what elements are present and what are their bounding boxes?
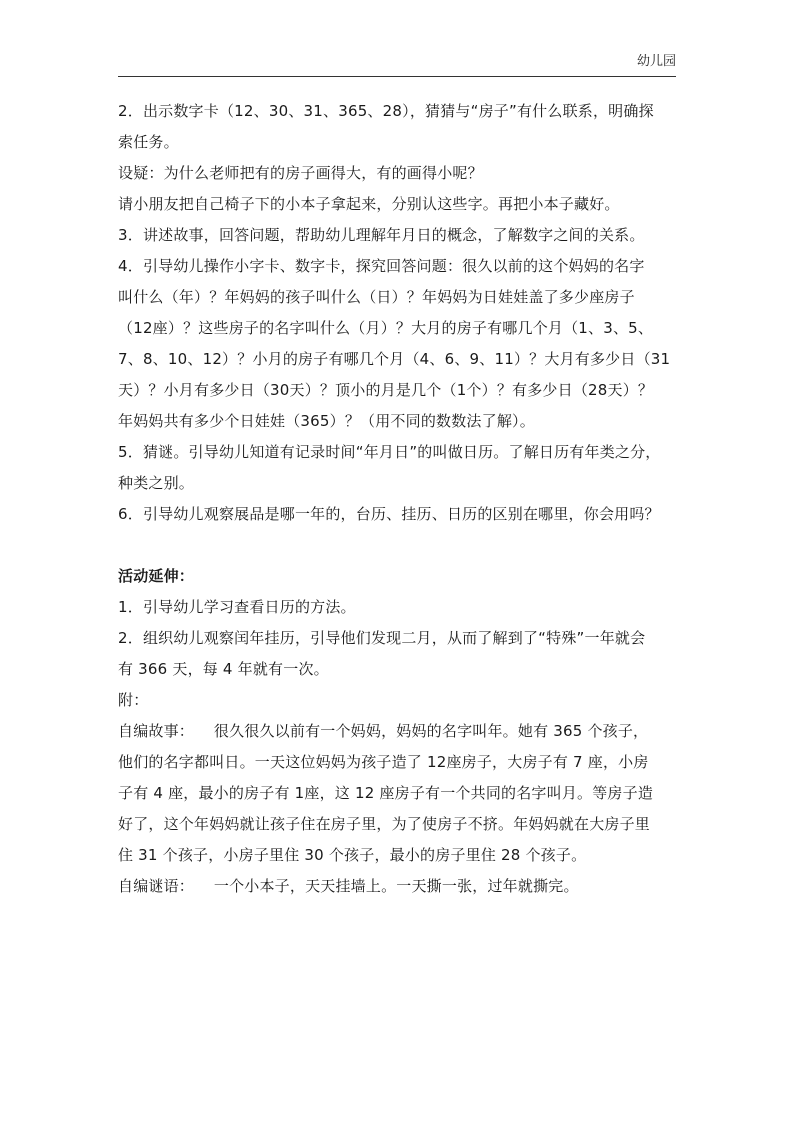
paragraph-line: 设疑：为什么老师把有的房子画得大，有的画得小呢？: [118, 164, 483, 182]
paragraph-line: 5．猜谜。引导幼儿知道有记录时间“年月日”的叫做日历。了解日历有年类之分，: [118, 443, 661, 461]
header-text: 幼儿园: [636, 54, 676, 69]
section-heading-extension: 活动延伸：: [118, 567, 195, 585]
paragraph-line: 2．组织幼儿观察闰年挂历，引导他们发现二月，从而了解到了“特殊”一年就会: [118, 629, 646, 647]
paragraph-line: 6．引导幼儿观察展品是哪一年的，台历、挂历、日历的区别在哪里，你会用吗？: [118, 505, 660, 523]
paragraph-line: （12座）？这些房子的名字叫什么（月）？大月的房子有哪几个月（1、3、5、: [118, 319, 654, 337]
blank-line: [118, 530, 678, 561]
paragraph-line: 7、8、10、12）？小月的房子有哪几个月（4、6、9、11）？大月有多少日（31: [118, 350, 671, 368]
paragraph-line: 3．讲述故事，回答问题，帮助幼儿理解年月日的概念，了解数字之间的关系。: [118, 226, 645, 244]
paragraph-line: 年妈妈共有多少个日娃娃（365）？（用不同的数数法了解）。: [118, 412, 535, 430]
paragraph-line: 4．引导幼儿操作小字卡、数字卡，探究回答问题：很久以前的这个妈妈的名字: [118, 257, 645, 275]
paragraph-line: 好了，这个年妈妈就让孩子住在房子里，为了使房子不挤。年妈妈就在大房子里: [118, 815, 651, 833]
paragraph-line: 2．出示数字卡（12、30、31、365、28），猜猜与“房子”有什么联系，明确探: [118, 102, 654, 120]
paragraph-line: 附：: [118, 691, 149, 709]
paragraph-line: 子有 4 座，最小的房子有 1座，这 12 座房子有一个共同的名字叫月。等房子造: [118, 784, 654, 802]
paragraph-line: 自编故事： 很久很久以前有一个妈妈，妈妈的名字叫年。她有 365 个孩子，: [118, 722, 649, 740]
page-header: [118, 0, 676, 77]
paragraph-line: 请小朋友把自己椅子下的小本子拿起来，分别认这些字。再把小本子藏好。: [118, 195, 620, 213]
paragraph-line: 住 31 个孩子，小房子里住 30 个孩子，最小的房子里住 28 个孩子。: [118, 846, 587, 864]
paragraph-line: 有 366 天，每 4 年就有一次。: [118, 660, 329, 678]
paragraph-line: 自编谜语： 一个小本子，天天挂墙上。一天撕一张，过年就撕完。: [118, 877, 579, 895]
paragraph-line: 天）？小月有多少日（30天）？顶小的月是几个（1个）？有多少日（28天）？: [118, 381, 654, 399]
paragraph-line: 叫什么（年）？年妈妈的孩子叫什么（日）？年妈妈为日娃娃盖了多少座房子: [118, 288, 635, 306]
paragraph-line: 1．引导幼儿学习查看日历的方法。: [118, 598, 356, 616]
document-body: [118, 96, 678, 902]
paragraph-line: 索任务。: [118, 133, 179, 151]
paragraph-line: 种类之别。: [118, 474, 195, 492]
paragraph-line: 他们的名字都叫日。一天这位妈妈为孩子造了 12座房子，大房子有 7 座，小房: [118, 753, 649, 771]
